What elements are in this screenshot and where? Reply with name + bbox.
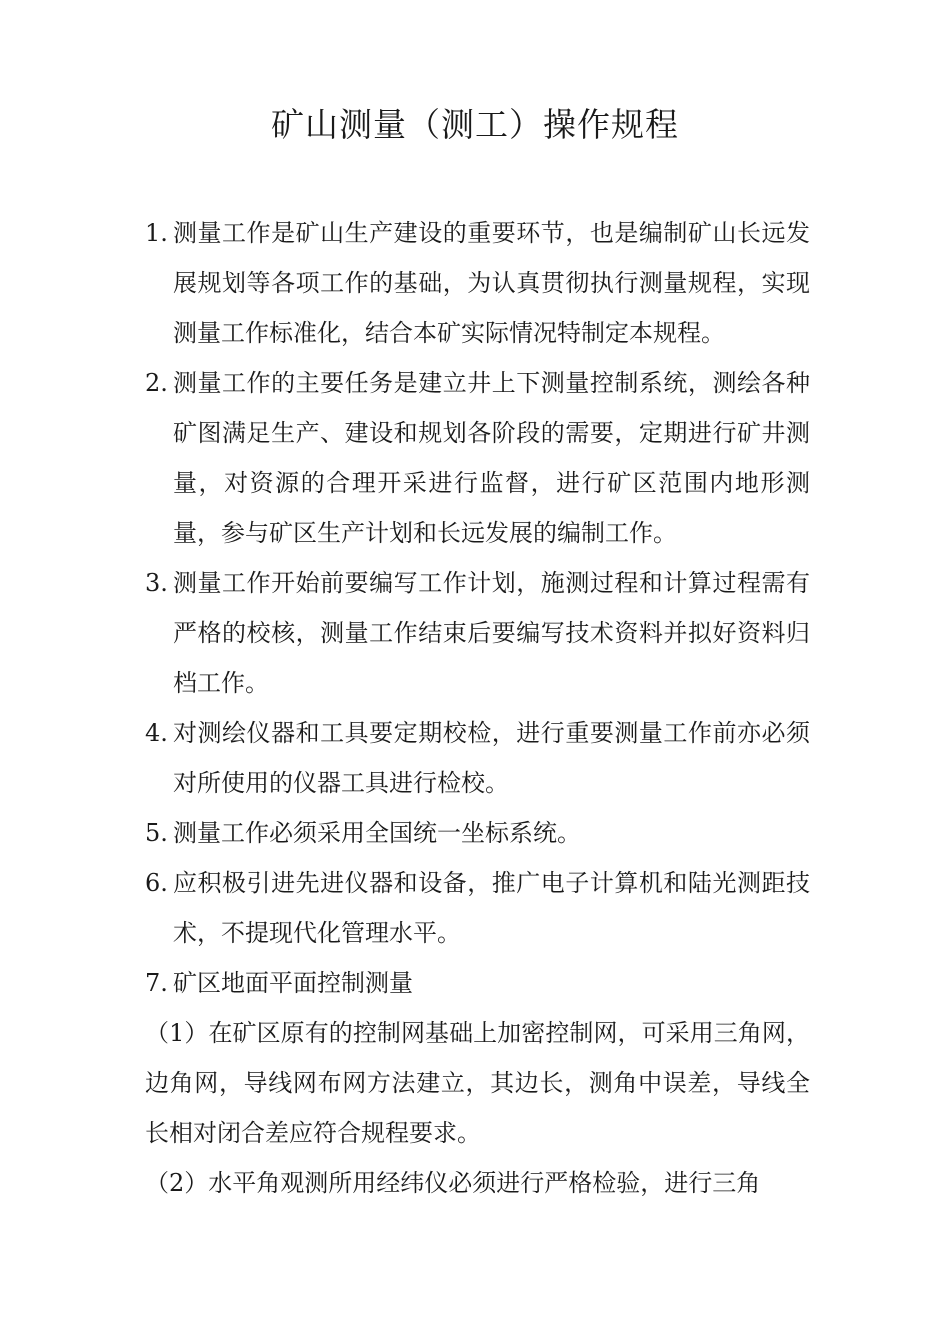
item-text: 测量工作开始前要编写工作计划，施测过程和计算过程需有严格的校核，测量工作结束后要编写技术资料并拟好资料归档工作。 [173, 569, 810, 697]
item-text: 测量工作的主要任务是建立井上下测量控制系统，测绘各种矿图满足生产、建设和规划各阶段的需要，定期进行矿井测量，对资源的合理开采进行监督，进行矿区范围内地形测量，参与矿区生产计划和长远发展的编制工作。 [173, 369, 810, 547]
item-text: 矿区地面平面控制测量 [173, 969, 413, 997]
item-number: 5. [145, 819, 168, 847]
list-item [145, 358, 810, 558]
item-number: 3. [145, 569, 168, 597]
sub-item-paragraph: （2）水平角观测所用经纬仪必须进行严格检验，进行三角 [145, 1169, 761, 1197]
item-text: 应积极引进先进仪器和设备，推广电子计算机和陆光测距技术，不提现代化管理水平。 [173, 869, 810, 947]
item-number: 2. [145, 369, 168, 397]
item-text: 对测绘仪器和工具要定期校检，进行重要测量工作前亦必须对所使用的仪器工具进行检校。 [173, 719, 810, 797]
item-text: 测量工作必须采用全国统一坐标系统。 [173, 819, 581, 847]
list-item [145, 208, 810, 358]
item-number: 1. [145, 219, 168, 247]
document-body [145, 208, 810, 1208]
list-item [145, 558, 810, 708]
document-title: 矿山测量（测工）操作规程 [271, 105, 679, 144]
item-number: 4. [145, 719, 168, 747]
item-number: 6. [145, 869, 168, 897]
item-text: 测量工作是矿山生产建设的重要环节，也是编制矿山长远发展规划等各项工作的基础，为认真贯彻执行测量规程，实现测量工作标准化，结合本矿实际情况特制定本规程。 [173, 219, 810, 347]
list-item [145, 808, 810, 858]
list-item [145, 958, 810, 1008]
list-item [145, 858, 810, 958]
list-item [145, 708, 810, 808]
item-number: 7. [145, 969, 168, 997]
sub-item-paragraph: （1）在矿区原有的控制网基础上加密控制网，可采用三角网，边角网，导线网布网方法建立，其边长，测角中误差，导线全长相对闭合差应符合规程要求。 [145, 1019, 810, 1147]
